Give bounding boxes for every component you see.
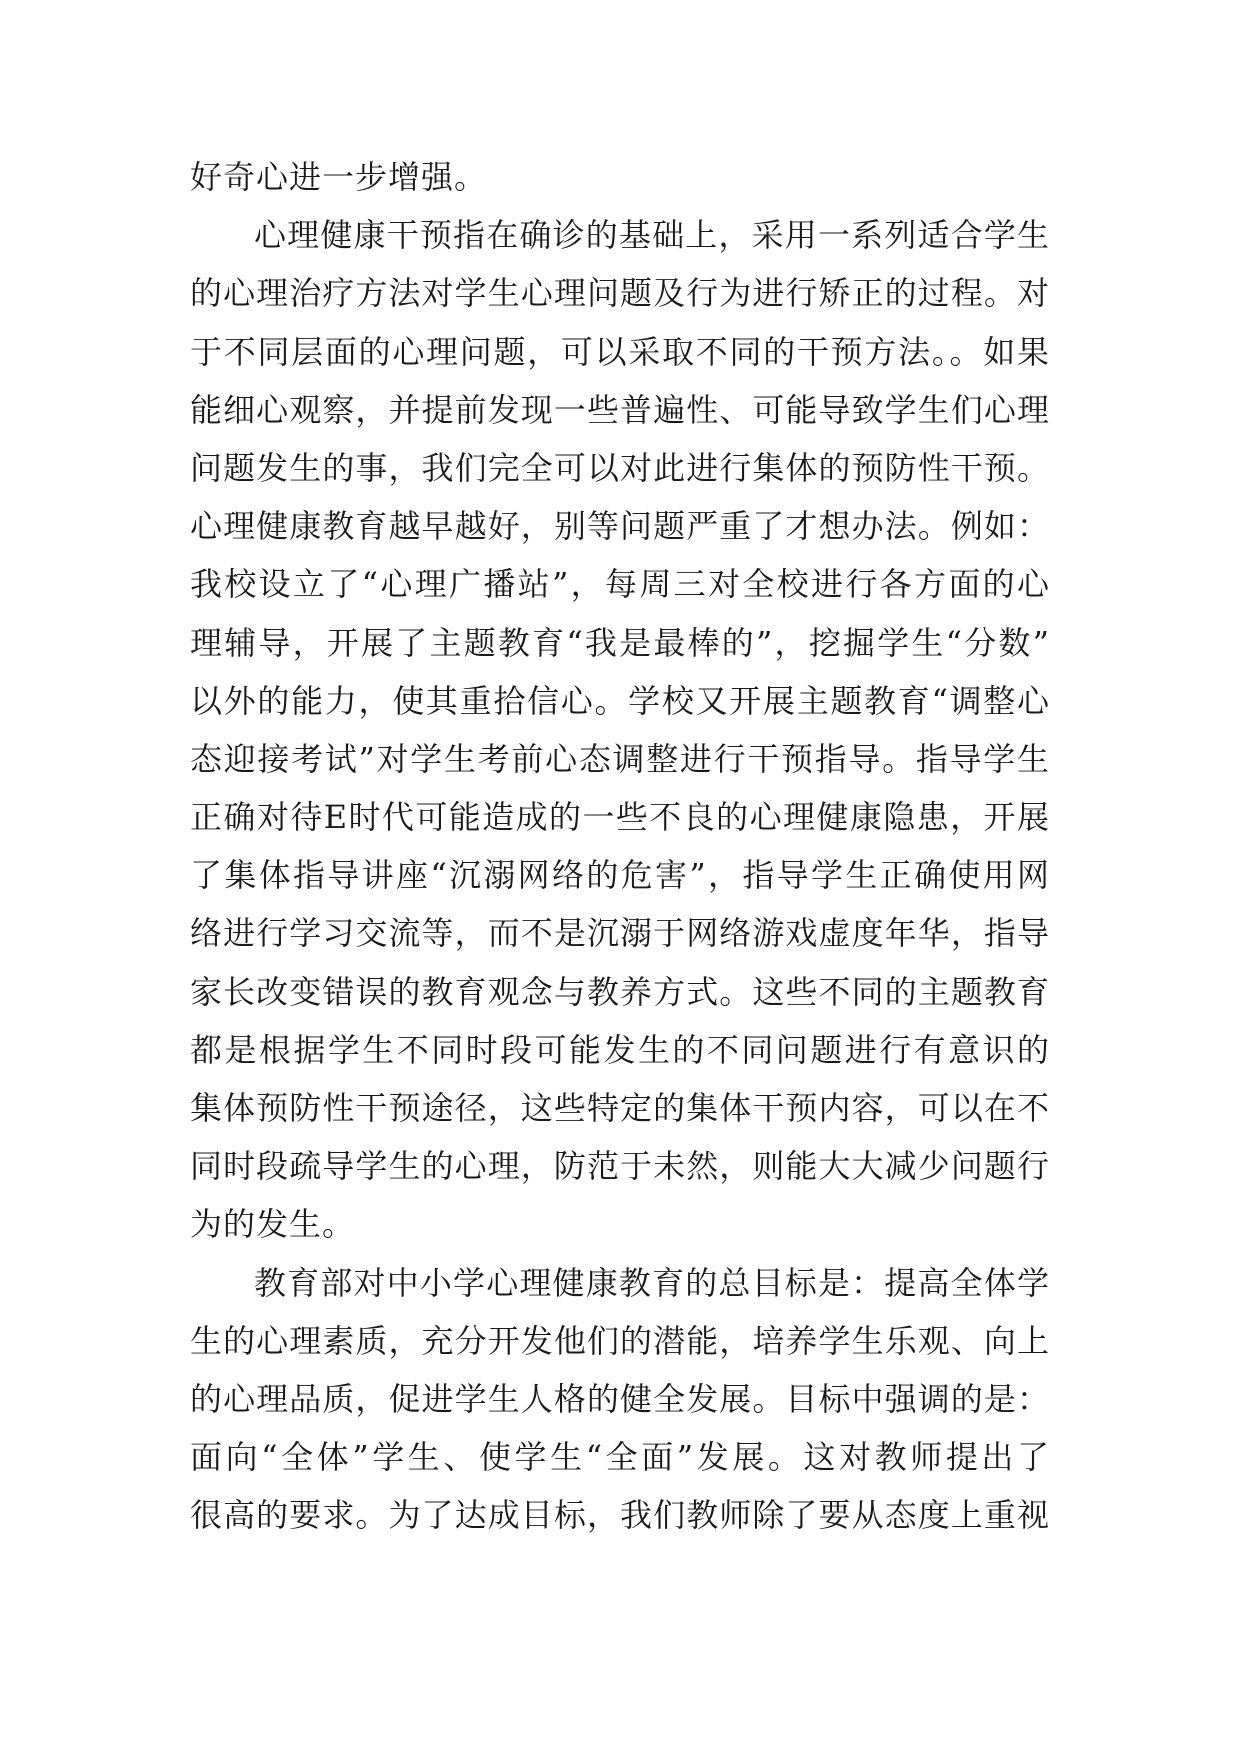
text-line: 好奇心进一步增强。	[190, 158, 488, 196]
text-line: 心理健康干预指在确诊的基础上，采用一系列适合学生	[254, 216, 1050, 255]
text-line: 理辅导，开展了主题教育“我是最棒的”，挖掘学生“分数”	[190, 623, 1050, 662]
text-line: 同时段疏导学生的心理，防范于未然，则能大大减少问题行	[190, 1147, 1050, 1186]
body-text	[190, 148, 1050, 1545]
text-line: 态迎接考试”对学生考前心态调整进行干预指导。指导学生	[190, 739, 1050, 778]
text-line: 的心理品质，促进学生人格的健全发展。目标中强调的是：	[190, 1379, 1050, 1418]
text-line: 集体预防性干预途径，这些特定的集体干预内容，可以在不	[190, 1089, 1050, 1127]
text-line: 为的发生。	[190, 1205, 356, 1244]
text-line: 都是根据学生不同时段可能发生的不同问题进行有意识的	[190, 1030, 1050, 1069]
text-line: 于不同层面的心理问题，可以采取不同的干预方法。。如果	[190, 332, 1050, 371]
text-line: 很高的要求。为了达成目标，我们教师除了要从态度上重视	[190, 1496, 1050, 1535]
text-line: 正确对待E时代可能造成的一些不良的心理健康隐患，开展	[190, 798, 1050, 837]
text-line: 络进行学习交流等，而不是沉溺于网络游戏虚度年华，指导	[190, 914, 1050, 953]
text-line: 生的心理素质，充分开发他们的潜能，培养学生乐观、向上	[190, 1321, 1050, 1360]
text-line: 能细心观察，并提前发现一些普遍性、可能导致学生们心理	[190, 390, 1050, 429]
text-line: 心理健康教育越早越好，别等问题严重了才想办法。例如：	[190, 507, 1050, 546]
text-line: 了集体指导讲座“沉溺网络的危害”，指导学生正确使用网	[190, 856, 1050, 895]
text-line: 面向“全体”学生、使学生“全面”发展。这对教师提出了	[190, 1438, 1050, 1477]
text-line: 的心理治疗方法对学生心理问题及行为进行矫正的过程。对	[190, 274, 1050, 313]
text-line: 家长改变错误的教育观念与教养方式。这些不同的主题教育	[190, 972, 1050, 1011]
text-line: 问题发生的事，我们完全可以对此进行集体的预防性干预。	[190, 448, 1050, 487]
text-line: 教育部对中小学心理健康教育的总目标是：提高全体学	[254, 1263, 1050, 1302]
text-line: 以外的能力，使其重拾信心。学校又开展主题教育“调整心	[190, 681, 1050, 720]
text-line: 我校设立了“心理广播站”，每周三对全校进行各方面的心	[190, 565, 1050, 604]
